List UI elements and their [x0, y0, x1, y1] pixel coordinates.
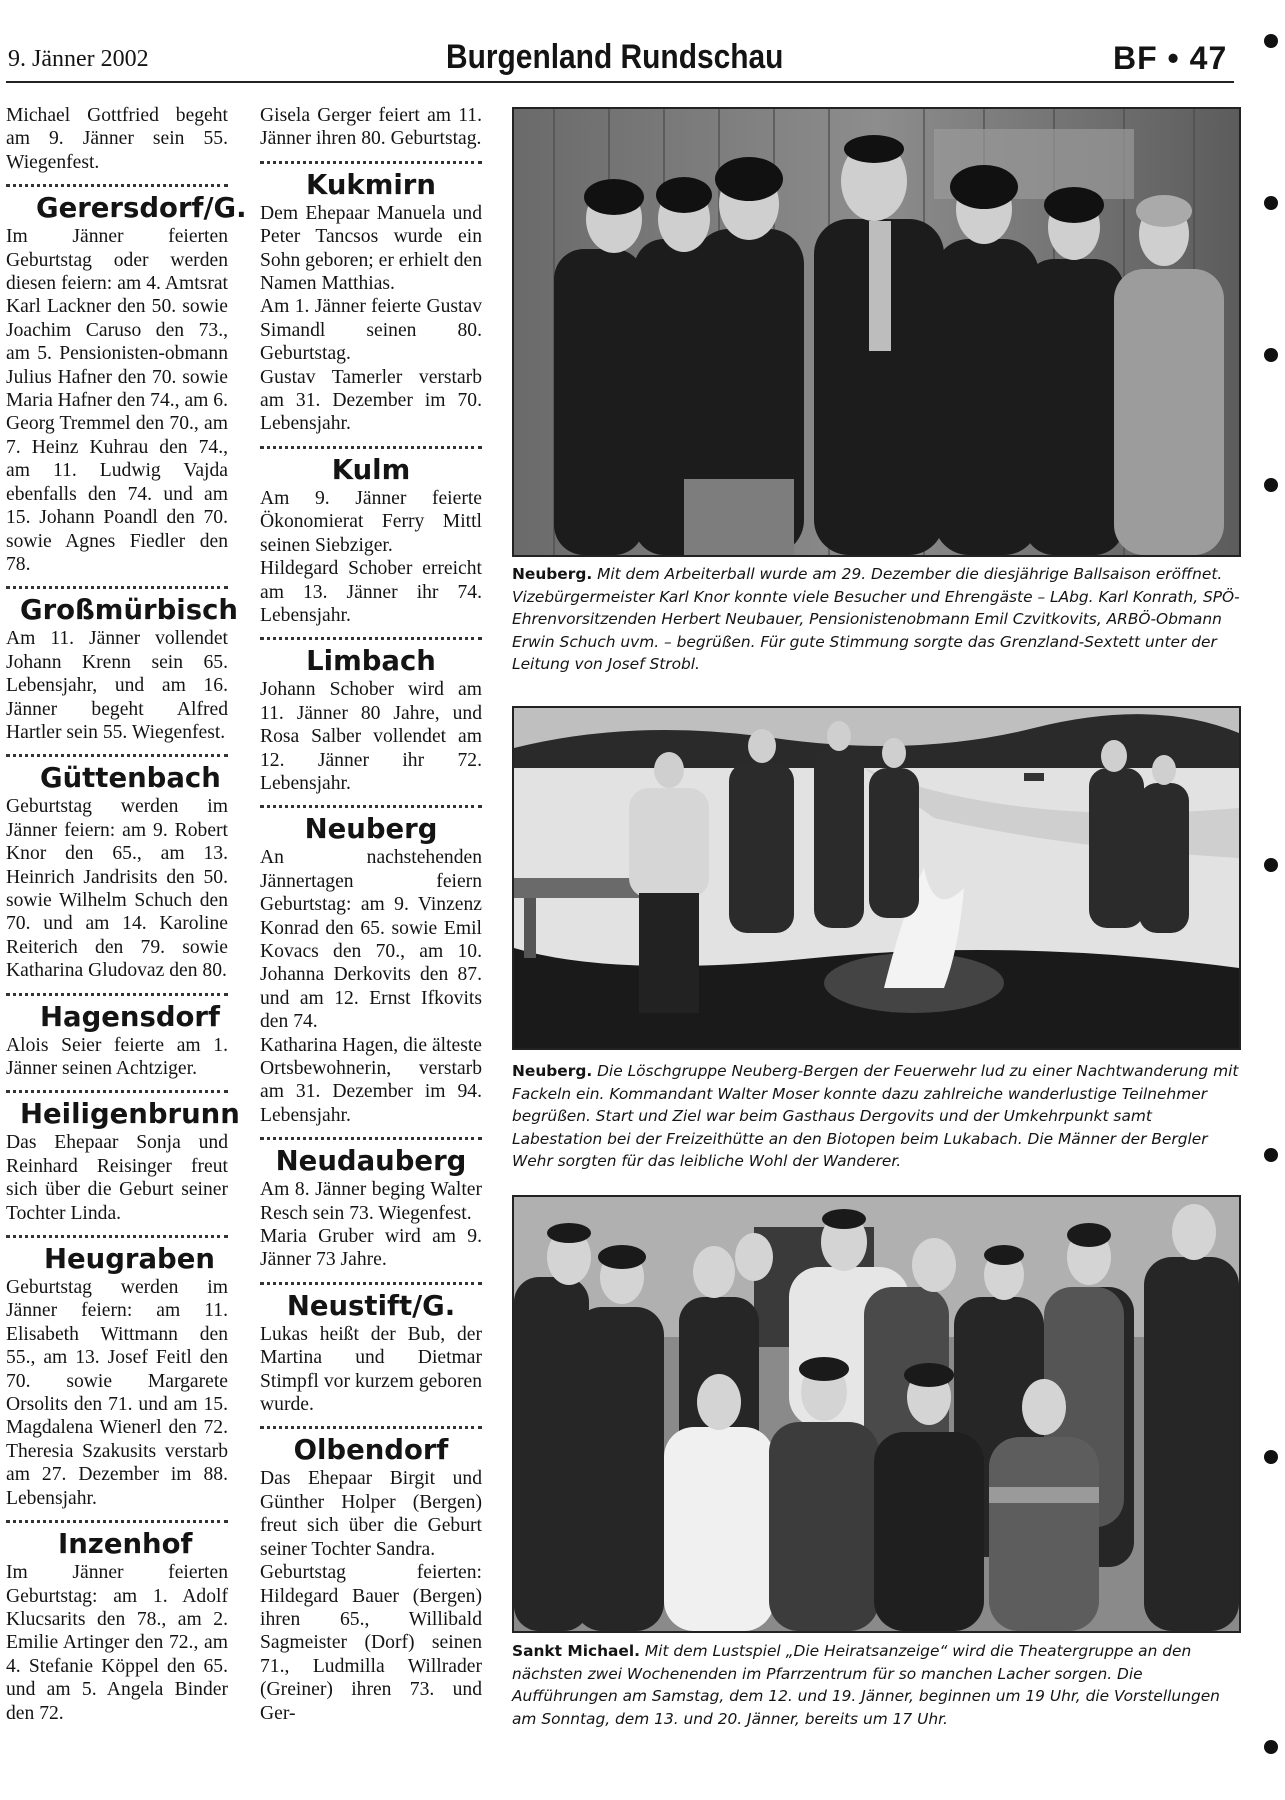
dotted-separator: [6, 1227, 228, 1238]
punch-hole-mark: [1264, 1148, 1278, 1162]
section-heading: Hagensdorf: [40, 1000, 220, 1033]
column-2: [260, 104, 482, 1725]
article-text: Gustav Tamerler verstarb am 31. Dezember im 70. Lebensjahr.: [260, 366, 482, 435]
photo-night-hike: [512, 706, 1241, 1050]
article-text: Katharina Hagen, die älteste Ortsbewohnerin, verstarb am 31. Dezember im 94. Lebensjahr.: [260, 1034, 482, 1126]
section-heading: Großmürbisch: [20, 594, 238, 627]
photo-image: [514, 708, 1239, 1048]
caption-place: Neuberg.: [512, 1062, 593, 1080]
article-text: Das Ehepaar Sonja und Reinhard Reisinger freut sich über die Geburt seiner Tochter Linda.: [6, 1132, 228, 1224]
photo-caption: [512, 1640, 1240, 1730]
punch-hole-mark: [1264, 1740, 1278, 1754]
article-text: Am 9. Jänner feierte Ökonomierat Ferry Mittl seinen Siebziger.: [260, 487, 482, 556]
dotted-separator: [6, 578, 228, 589]
article-text: Geburtstag werden im Jänner feiern: am 9. Robert Knor den 65., am 13. Heinrich Jandrisits den 50. sowie Wilhelm Schuch den 70. und am 14. Karoline Reiterich den 79. sowie Katharina Gludovaz den 80.: [6, 796, 228, 982]
section-heading: Neuberg: [304, 813, 438, 846]
article-text: Geburtstag werden im Jänner feiern: am 11. Elisabeth Wittmann den 55., am 13. Josef Feitl den 70. sowie Margarete Orsolits den 71. und am 15. Magdalena Wienerl den 72. Theresia Szakusits verstarb am 27. Dezember im 88. Lebensjahr.: [6, 1277, 228, 1509]
punch-hole-mark: [1264, 348, 1278, 362]
caption-text: Die Löschgruppe Neuberg-Bergen der Feuerwehr lud zu einer Nachtwanderung mit Fackeln ein. Kommandant Walter Moser konnte dazu zahlreiche wanderlustige Teilnehmer begrüßen. Start und Ziel war beim Gasthaus Dergovits und der Umkehrpunkt samt Labestation bei der Freizeithütte an den Biotopen beim Lukabach. Die Männer der Bergler Wehr sorgten für das leibliche Wohl der Wanderer.: [512, 1062, 1239, 1171]
section-heading: Heiligenbrunn: [20, 1098, 240, 1131]
article-text: Hildegard Schober erreicht am 13. Jänner ihr 74. Lebensjahr.: [260, 558, 482, 626]
dotted-separator: [6, 1082, 228, 1093]
section-heading: Kukmirn: [306, 168, 436, 201]
photo-ball-group: [512, 107, 1241, 557]
page-number: BF • 47: [1113, 40, 1228, 76]
dotted-separator: [260, 438, 482, 449]
dotted-separator: [6, 1512, 228, 1523]
article-text: Am 8. Jänner beging Walter Resch sein 73. Wiegenfest.: [260, 1179, 482, 1224]
dotted-separator: [260, 629, 482, 640]
section-heading: Kulm: [331, 453, 411, 486]
section-heading: Neustift/G.: [286, 1289, 456, 1322]
section-heading: Neudauberg: [275, 1145, 467, 1178]
caption-place: Neuberg.: [512, 565, 593, 583]
dotted-separator: [260, 1129, 482, 1140]
caption-place: Sankt Michael.: [512, 1642, 640, 1660]
dotted-separator: [260, 1418, 482, 1429]
article-text: Lukas heißt der Bub, der Martina und Dietmar Stimpfl vor kurzem geboren wurde.: [260, 1323, 482, 1416]
punch-hole-mark: [1264, 1450, 1278, 1464]
article-text: Das Ehepaar Birgit und Günther Holper (Bergen) freut sich über die Geburt seiner Tochter Sandra.: [260, 1468, 482, 1560]
article-text: Michael Gottfried begeht am 9. Jänner sein 55. Wiegenfest.: [6, 105, 228, 173]
section-heading: Güttenbach: [40, 762, 221, 795]
dotted-separator: [260, 153, 482, 164]
article-text: Im Jänner feierten Geburtstag oder werden diesen feiern: am 4. Amtsrat Karl Lackner den 50. sowie Joachim Caruso den 73., am 5. Pensionisten-obmann Julius Hafner den 70. sowie Maria Hafner den 74., am 6. Georg Tremmel den 70., am 7. Heinz Kuhrau den 74., am 11. Ludwig Vajda ebenfalls den 74. und am 15. Johann Poandl den 70. sowie Agnes Fiedler den 78.: [6, 226, 228, 575]
column-1: [6, 104, 247, 1725]
page-header: [0, 0, 1285, 80]
article-text: Maria Gruber wird am 9. Jänner 73 Jahre.: [260, 1226, 482, 1271]
article-text: Gisela Gerger feiert am 11. Jänner ihren 80. Geburtstag.: [260, 105, 482, 150]
photo-theatre-group: [512, 1195, 1241, 1633]
section-heading: Heugraben: [44, 1243, 215, 1276]
dotted-separator: [6, 746, 228, 757]
section-heading: Limbach: [306, 645, 436, 678]
caption-text: Mit dem Lustspiel „Die Heiratsanzeige“ wird die Theatergruppe an den nächsten zwei Wochenenden im Pfarrzentrum für so manchen Lacher sorgen. Die Aufführungen am Samstag, dem 12. und 19. Jänner, beginnen um 19 Uhr, die Vorstellungen am Sonntag, dem 13. und 20. Jänner, bereits um 17 Uhr.: [512, 1642, 1220, 1728]
dotted-separator: [260, 1274, 482, 1285]
punch-hole-mark: [1264, 858, 1278, 872]
header-rule: [6, 81, 1234, 83]
punch-hole-mark: [1264, 34, 1278, 48]
newspaper-title: Burgenland Rundschau: [446, 38, 784, 76]
article-text: Geburtstag feierten: Hildegard Bauer (Bergen) ihren 65., Willibald Sagmeister (Dorf) seinen 71., Ludmilla Willrader (Greiner) ihren 73. und Ger-: [260, 1562, 482, 1724]
article-text: Im Jänner feierten Geburtstag: am 1. Adolf Klucsarits den 78., am 2. Emilie Artinger den 72., am 4. Stefanie Köppel den 65. und am 5. Angela Binder den 72.: [6, 1562, 228, 1724]
caption-text: Mit dem Arbeiterball wurde am 29. Dezember die diesjährige Ballsaison eröffnet. Vizebürgermeister Karl Knor konnte viele Besucher und Ehrengäste – LAbg. Karl Konrath, SPÖ-Ehrenvorsitzenden Herbert Neubauer, Pensionistenobmann Emil Czvitkovits, ARBÖ-Obmann Erwin Schuch uvm. – begrüßen. Für gute Stimmung sorgte das Grenzland-Sextett unter der Leitung von Josef Strobl.: [512, 565, 1240, 674]
article-text: Am 1. Jänner feierte Gustav Simandl seinen 80. Geburtstag.: [260, 296, 482, 365]
section-heading: Inzenhof: [58, 1528, 193, 1561]
article-text: Dem Ehepaar Manuela und Peter Tancsos wurde ein Sohn geboren; er erhielt den Namen Matthias.: [260, 202, 482, 295]
section-heading: Olbendorf: [293, 1434, 449, 1467]
article-text: An nachstehenden Jännertagen feiern Geburtstag: am 9. Vinzenz Konrad den 65. sowie Emil Kovacs den 70., am 10. Johanna Derkovits den 87. und am 12. Ernst Ifkovits den 74.: [260, 847, 482, 1033]
photo-image: [514, 109, 1239, 555]
dotted-separator: [6, 985, 228, 996]
punch-hole-mark: [1264, 478, 1278, 492]
punch-hole-mark: [1264, 196, 1278, 210]
dotted-separator: [6, 176, 228, 187]
section-heading: Gerersdorf/G.: [36, 192, 247, 225]
article-text: Am 11. Jänner vollendet Johann Krenn sein 65. Lebensjahr, und am 16. Jänner begeht Alfred Hartler sein 55. Wiegenfest.: [6, 628, 228, 743]
article-text: Johann Schober wird am 11. Jänner 80 Jahre, und Rosa Salber vollendet am 12. Jänner ihr 72. Lebensjahr.: [260, 679, 482, 794]
photo-image: [514, 1197, 1239, 1631]
article-text: Alois Seier feierte am 1. Jänner seinen Achtziger.: [6, 1034, 228, 1079]
photo-caption: [512, 1060, 1240, 1173]
issue-date: 9. Jänner 2002: [8, 46, 149, 72]
dotted-separator: [260, 797, 482, 808]
photo-caption: [512, 563, 1240, 676]
